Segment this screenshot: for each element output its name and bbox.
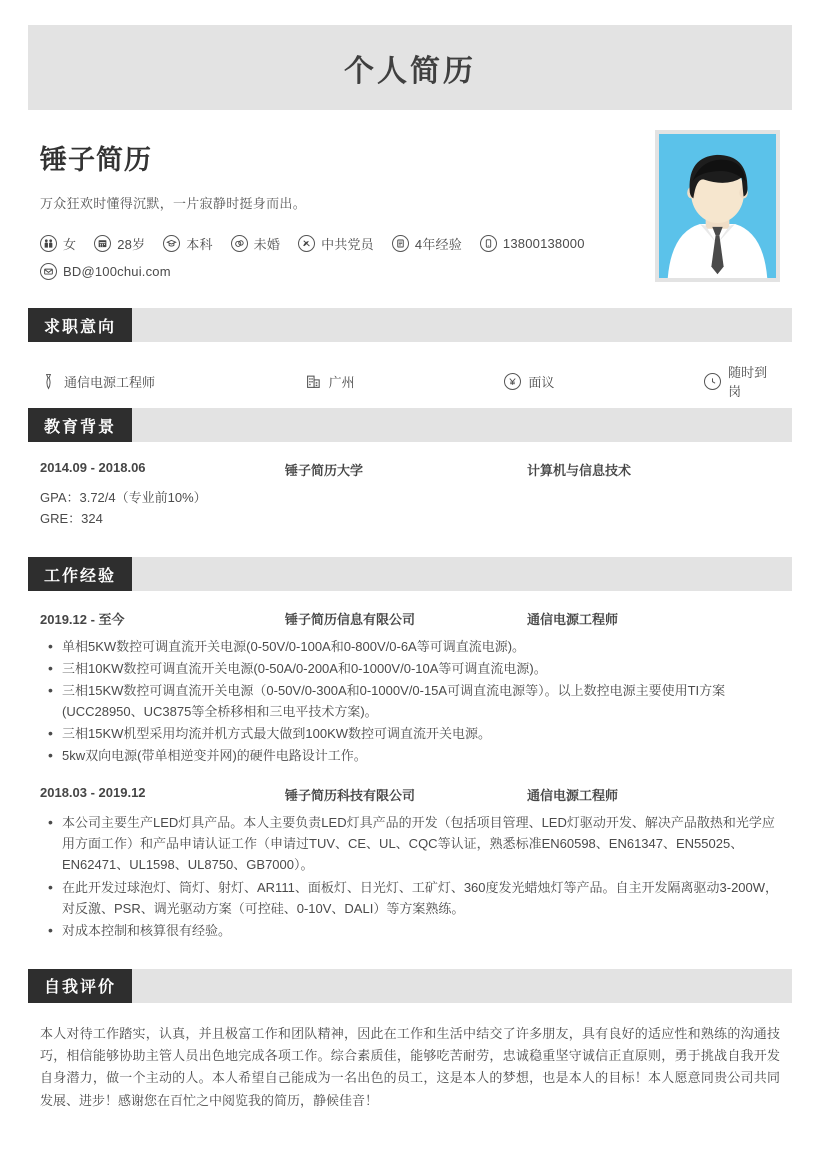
work-entries — [28, 591, 792, 941]
intention-value: 广州 — [328, 374, 355, 390]
intention-value: 面议 — [528, 374, 555, 390]
fact-value: 13800138000 — [502, 236, 585, 251]
entry-date: 2019.12 - 至今 — [40, 612, 125, 628]
section-label: 求职意向 — [28, 308, 132, 342]
list-item: • 5kw双向电源(带单相逆变并网)的硬件电路设计工作。 — [40, 745, 780, 766]
phone-icon — [480, 235, 497, 252]
entry-header — [40, 460, 780, 479]
tie-icon — [40, 372, 57, 391]
document-title-banner — [28, 25, 792, 110]
section-header-work — [28, 557, 792, 591]
graduation-icon — [163, 235, 180, 252]
fact-value: 28岁 — [117, 237, 146, 252]
entry-line: GRE：324 — [40, 511, 103, 527]
fact-marital-status — [231, 234, 280, 253]
section-header-intention — [28, 308, 792, 342]
email-icon — [40, 263, 57, 280]
intention-availability — [704, 362, 780, 400]
entry-line: GPA：3.72/4（专业前10%） — [40, 490, 207, 505]
fact-gender — [40, 234, 76, 253]
fact-value: 4年经验 — [414, 237, 462, 252]
person-name: 锤子简历 — [40, 145, 152, 175]
fact-education-level — [163, 234, 212, 253]
list-item: • 本公司主要生产LED灯具产品。本人主要负责LED灯具产品的开发（包括项目管理、LED灯驱动开发、解决产品散热和光学应用方面工作）和产品申请认证工作（申请过TUV、CE、UL、CQC等认证，熟悉标准EN60598、EN61347、EN55025、EN62471、UL1598、UL8750、GB7000）。 — [40, 812, 780, 875]
self-evaluation-text: 本人对待工作踏实，认真，并且极富工作和团队精神，因此在工作和生活中结交了许多朋友，具有良好的适应性和熟练的沟通技巧，相信能够协助主管人员出色地完成各项工作。综合素质佳，能够吃苦耐劳，忠诚稳重坚守诚信正直原则，勇于挑战自我开发自身潜力，做一个主动的人。本人希望自己能成为一名出色的员工，这是本人的梦想，也是本人的目标！本人愿意同贵公司共同发展、进步！感谢您在百忙之中阅览我的简历，静候佳音！ — [40, 1025, 780, 1108]
fact-phone — [480, 235, 585, 252]
personal-tagline: 万众狂欢时懂得沉默，一片寂静时挺身而出。 — [40, 196, 307, 211]
entry-role: 通信电源工程师 — [527, 788, 619, 804]
work-entry — [40, 591, 780, 766]
profile-block — [28, 110, 792, 302]
intention-salary — [504, 372, 704, 391]
avatar — [655, 130, 780, 282]
fact-age — [94, 234, 145, 253]
fact-value: BD@100chui.com — [63, 264, 171, 279]
entry-organization: 锤子简历科技有限公司 — [285, 788, 416, 804]
section-label: 教育背景 — [28, 408, 132, 442]
list-item: • 在此开发过球泡灯、筒灯、射灯、AR111、面板灯、日光灯、工矿灯、360度发光蜡烛灯等产品。自主开发隔离驱动3-200W，对反激、PSR、调光驱动方案（可控硅、0-10V、DALI）等方案熟练。 — [40, 877, 780, 919]
fact-value: 本科 — [186, 237, 213, 252]
list-item: • 三相10KW数控可调直流开关电源(0-50A/0-200A和0-1000V/0-10A等可调直流电源)。 — [40, 658, 780, 679]
fact-email — [40, 263, 171, 280]
entry-bullet-list — [40, 636, 780, 766]
section-label: 工作经验 — [28, 557, 132, 591]
clock-icon — [704, 373, 721, 390]
education-entries — [28, 442, 792, 529]
party-icon — [298, 235, 315, 252]
entry-header — [40, 609, 780, 628]
entry-bullet-list — [40, 812, 780, 940]
intention-value: 通信电源工程师 — [64, 374, 156, 390]
intention-value: 随时到岗 — [728, 365, 768, 399]
work-entry — [40, 767, 780, 940]
fact-value: 女 — [63, 237, 77, 252]
fact-value: 未婚 — [253, 237, 281, 252]
calendar-icon — [94, 235, 111, 252]
rings-icon — [231, 235, 248, 252]
yen-icon — [504, 373, 521, 390]
section-label: 自我评价 — [28, 969, 132, 1003]
building-icon — [305, 372, 322, 391]
list-item: • 三相15KW数控可调直流开关电源（0-50V/0-300A和0-1000V/0-15A可调直流电源等）。以上数控电源主要使用TI方案(UCC28950、UC3875等全桥移相和三电平技术方案)。 — [40, 680, 780, 722]
entry-date: 2014.09 - 2018.06 — [40, 460, 146, 475]
personal-facts-list — [40, 234, 640, 290]
entry-date: 2018.03 - 2019.12 — [40, 785, 146, 801]
profile-details — [40, 134, 655, 302]
section-header-education — [28, 408, 792, 442]
list-item: • 三相15KW机型采用均流并机方式最大做到100KW数控可调直流开关电源。 — [40, 723, 780, 744]
fact-political-status — [298, 234, 374, 253]
gender-icon — [40, 235, 57, 252]
document-icon — [392, 235, 409, 252]
list-item: • 对成本控制和核算很有经验。 — [40, 920, 780, 941]
entry-major: 计算机与信息技术 — [527, 463, 632, 478]
entry-detail-lines — [40, 487, 780, 529]
entry-organization: 锤子简历信息有限公司 — [285, 612, 416, 628]
entry-organization: 锤子简历大学 — [285, 463, 364, 478]
job-intention-row — [28, 342, 792, 402]
fact-value: 中共党员 — [321, 237, 374, 252]
section-header-evaluation — [28, 969, 792, 1003]
fact-experience — [392, 234, 462, 253]
intention-city — [305, 372, 505, 391]
entry-role: 通信电源工程师 — [527, 612, 619, 628]
education-entry — [40, 442, 780, 529]
list-item: • 单相5KW数控可调直流开关电源(0-50V/0-100A和0-800V/0-6A等可调直流电源)。 — [40, 636, 780, 657]
intention-position — [40, 372, 305, 391]
page-title: 个人简历 — [344, 54, 476, 88]
entry-header — [40, 785, 780, 804]
